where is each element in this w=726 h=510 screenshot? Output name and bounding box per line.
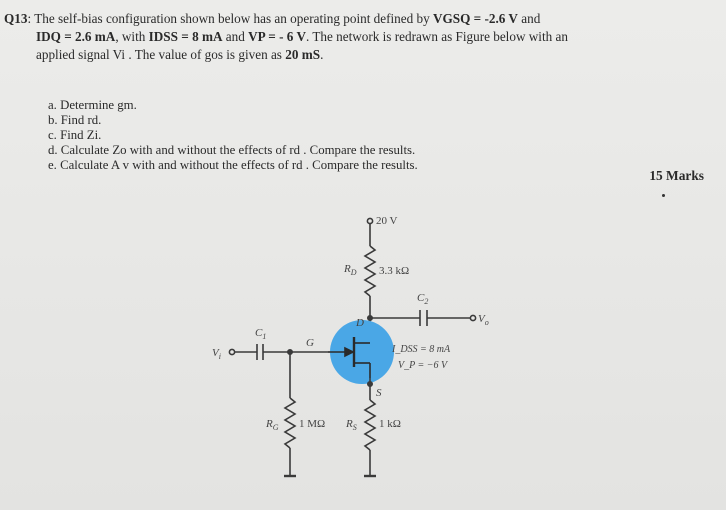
supply-terminal: [367, 218, 372, 223]
question-line1-b: and: [521, 11, 541, 26]
supply-label: 20 V: [376, 215, 398, 227]
c2-label: $C_2$: [417, 292, 429, 306]
vp-note: V_P = −6 V: [398, 360, 448, 371]
question-line2-a: , with: [115, 29, 146, 44]
rs-label: $R_S$: [346, 418, 357, 432]
rg-resistor: [285, 398, 295, 448]
question-number: Q13: [4, 11, 28, 26]
part-d: d. Calculate Zo with and without the effects of rd . Compare the results.: [48, 143, 416, 157]
rs-value: 1 kΩ: [379, 418, 401, 430]
rd-value: 3.3 kΩ: [379, 265, 410, 277]
c1-label: $C_1$: [255, 327, 267, 341]
question-line2-b: and: [225, 29, 245, 44]
vi-terminal: [229, 349, 234, 354]
rg-label: $R_G$: [266, 418, 279, 432]
vp-value: VP = - 6 V: [248, 29, 306, 44]
gate-label: G: [306, 337, 314, 349]
rd-label: $R_D$: [344, 263, 357, 277]
question-line1-a: The self-bias configuration shown below has an operating point defined by: [34, 11, 430, 26]
rd-resistor: [365, 246, 375, 296]
idss-note: I_DSS = 8 mA: [392, 344, 451, 355]
vgsq-value: VGSQ = -2.6 V: [433, 11, 518, 26]
part-e: e. Calculate A v with and without the effects of rd . Compare the results.: [48, 158, 418, 172]
vo-label: $V_o$: [478, 313, 489, 327]
gos-value: 20 mS: [285, 47, 321, 62]
rs-resistor: [365, 400, 375, 450]
vi-label: $V_i$: [212, 347, 221, 361]
marks-label: 15 Marks: [649, 168, 704, 183]
question-line3-a: applied signal Vi . The value of gos is given as: [36, 47, 282, 62]
vo-terminal: [470, 315, 475, 320]
part-a: a. Determine gm.: [48, 98, 137, 112]
source-label: S: [376, 387, 382, 399]
question-line-1: Q13: The self-bias configuration shown below has an operating point defined by VGSQ = -2.6 V and: [4, 11, 541, 26]
rg-value: 1 MΩ: [299, 418, 326, 430]
part-c: c. Find Zi.: [48, 128, 102, 142]
question-line3-b: .: [320, 47, 324, 62]
idss-value: IDSS = 8 mA: [148, 29, 223, 44]
idq-value: IDQ = 2.6 mA: [36, 29, 116, 44]
source-node: [368, 382, 372, 386]
part-b: b. Find rd.: [48, 113, 102, 127]
drain-label: D: [356, 317, 364, 329]
question-line2-c: . The network is redrawn as Figure below with an: [305, 29, 568, 44]
